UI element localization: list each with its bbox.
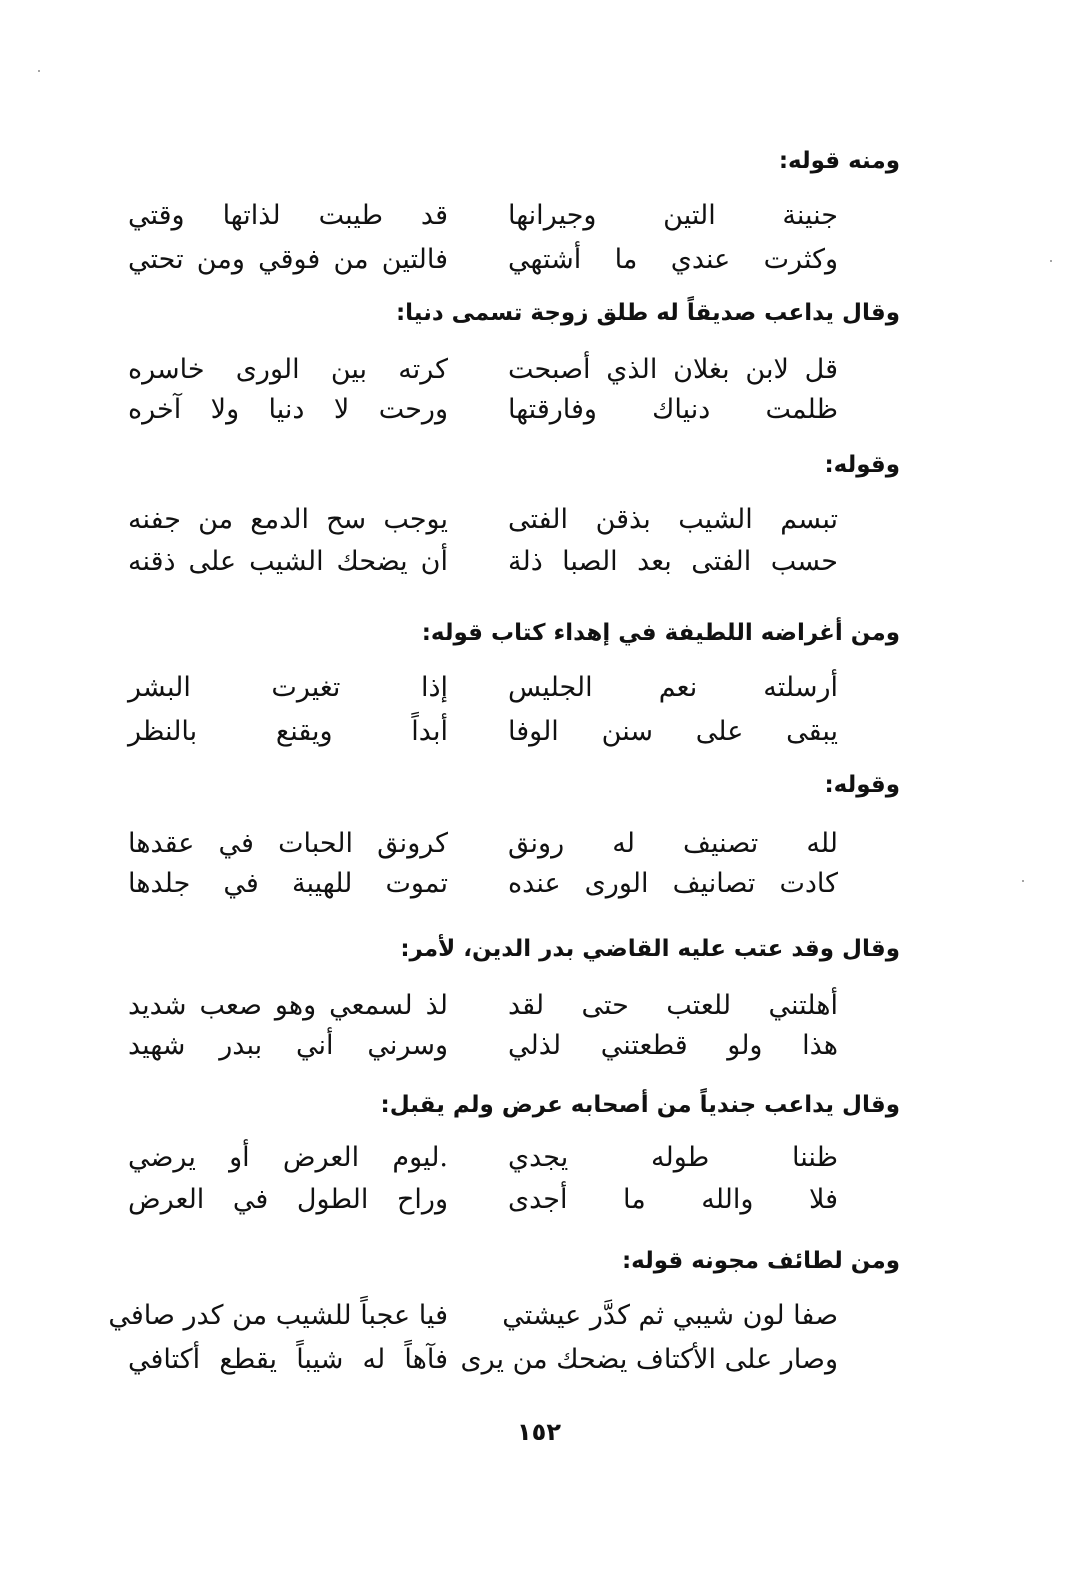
verse-line	[0, 716, 1078, 756]
first-hemistich: حسب الفتى بعد الصبا ذلة	[508, 546, 838, 577]
first-hemistich: ظلمت دنياك وفارقتها	[508, 394, 838, 425]
second-hemistich: فآهاً له شيباً يقطع أكتافي	[128, 1344, 448, 1375]
section-heading: وقال يداعب جندياً من أصحابه عرض ولم يقبل:	[380, 1092, 900, 1118]
first-hemistich: كادت تصانيف الورى عنده	[508, 868, 838, 899]
verse-line	[0, 1300, 1078, 1340]
first-hemistich: فلا والله ما أجدى	[508, 1184, 838, 1215]
first-hemistich: أهلتني للعتب حتى لقد	[508, 990, 838, 1021]
second-hemistich: فيا عجباً للشيب من كدر صافي	[108, 1300, 448, 1331]
first-hemistich: ظننا طوله يجدي	[508, 1142, 838, 1173]
second-hemistich: ورحت لا دنيا ولا آخره	[128, 394, 448, 425]
verse-line	[0, 1030, 1078, 1070]
scan-speck	[1050, 260, 1052, 262]
second-hemistich: كرونق الحبات في عقدها	[128, 828, 448, 859]
section-heading: ومن أغراضه اللطيفة في إهداء كتاب قوله:	[421, 620, 900, 646]
verse-line	[0, 868, 1078, 908]
page-number: ١٥٢	[517, 1418, 561, 1446]
verse-line	[0, 1142, 1078, 1182]
section-heading: وقال يداعب صديقاً له طلق زوجة تسمى دنيا:	[395, 300, 900, 326]
verse-line	[0, 828, 1078, 868]
verse-line	[0, 546, 1078, 586]
section-heading: وقال وقد عتب عليه القاضي بدر الدين، لأمر:	[400, 936, 900, 962]
verse-line	[0, 354, 1078, 394]
second-hemistich: فالتين من فوقي ومن تحتي	[128, 244, 448, 275]
section-heading: وقوله:	[824, 772, 900, 798]
second-hemistich: كرته بين الورى خاسره	[128, 354, 448, 385]
verse-line	[0, 1184, 1078, 1224]
verse-line	[0, 200, 1078, 240]
scan-speck	[38, 70, 40, 72]
verse-line	[0, 1344, 1078, 1384]
verse-line	[0, 672, 1078, 712]
second-hemistich: تموت للهيبة في جلدها	[128, 868, 448, 899]
first-hemistich: هذا ولو قطعتني لذلي	[508, 1030, 838, 1061]
second-hemistich: وراح الطول في العرض	[128, 1184, 448, 1215]
first-hemistich: لله تصنيف له رونق	[508, 828, 838, 859]
first-hemistich: وكثرت عندي ما أشتهي	[508, 244, 838, 275]
second-hemistich: قد طيبت لذاتها وقتي	[128, 200, 448, 231]
verse-line	[0, 394, 1078, 434]
second-hemistich: يوجب سح الدمع من جفنه	[128, 504, 448, 535]
first-hemistich: وصار على الأكتاف يضحك من يرى	[460, 1344, 838, 1375]
second-hemistich: لذ لسمعي وهو صعب شديد	[128, 990, 448, 1021]
first-hemistich: صفا لون شيبي ثم كدَّر عيشتي	[502, 1300, 838, 1331]
section-heading: وقوله:	[824, 452, 900, 478]
first-hemistich: يبقى على سنن الوفا	[508, 716, 838, 747]
second-hemistich: أبداً ويقنع بالنظر	[128, 716, 448, 747]
second-hemistich: .ليوم العرض أو يرضي	[128, 1142, 448, 1173]
first-hemistich: قل لابن بغلان الذي أصبحت	[508, 354, 838, 385]
second-hemistich: أن يضحك الشيب على ذقنه	[128, 546, 448, 577]
second-hemistich: وسرني أني ببدر شهيد	[128, 1030, 448, 1061]
verse-line	[0, 990, 1078, 1030]
first-hemistich: جنينة التين وجيرانها	[508, 200, 838, 231]
section-heading: ومنه قوله:	[778, 148, 900, 174]
section-heading: ومن لطائف مجونه قوله:	[621, 1248, 900, 1274]
verse-line	[0, 244, 1078, 284]
first-hemistich: أرسلته نعم الجليس	[508, 672, 838, 703]
scan-speck	[1022, 880, 1024, 882]
second-hemistich: إذا تغيرت البشر	[128, 672, 448, 703]
first-hemistich: تبسم الشيب بذقن الفتى	[508, 504, 838, 535]
verse-line	[0, 504, 1078, 544]
